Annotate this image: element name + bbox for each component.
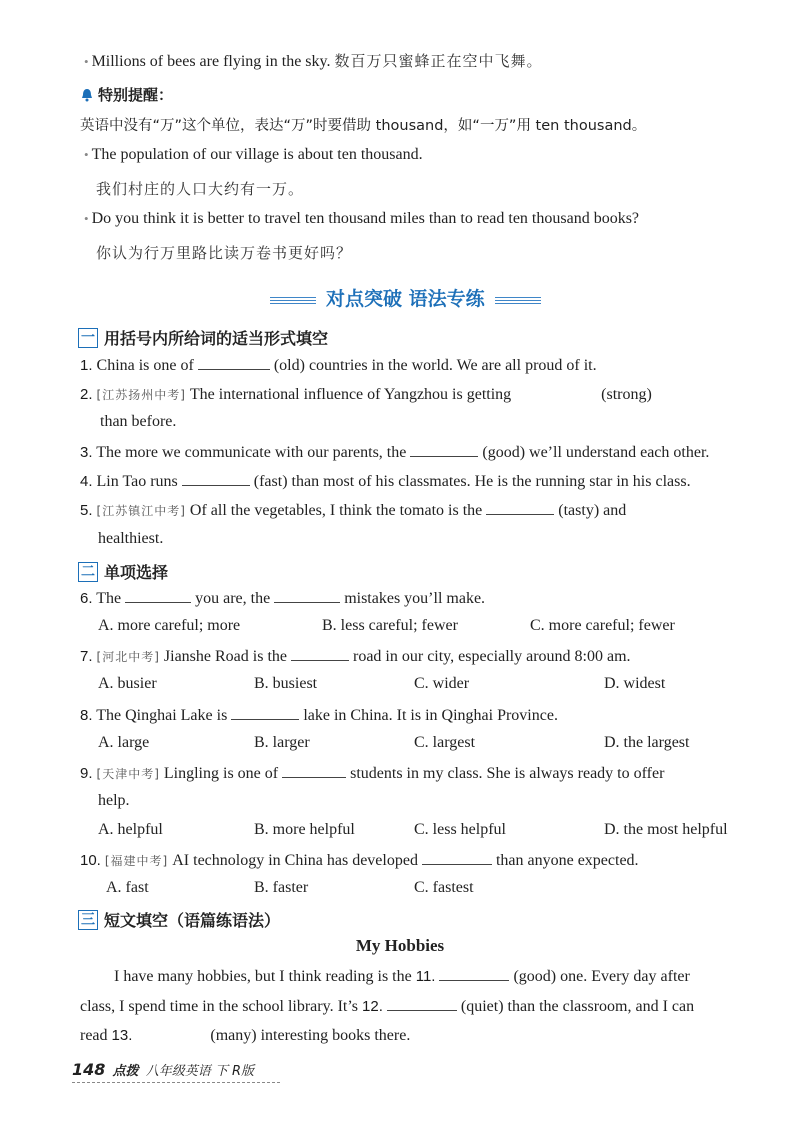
answer-blank[interactable] [387,996,457,1011]
answer-blank[interactable] [282,763,346,778]
example-cn: 数百万只蜜蜂正在空中飞舞。 [334,52,543,70]
source-tag: [天津中考] [96,767,160,781]
question-8: 8. The Qinghai Lake is lake in China. It is in Qinghai Province. [80,707,558,724]
option[interactable]: C. fastest [414,879,474,896]
answer-blank[interactable] [439,966,509,981]
option[interactable]: B. more helpful [254,821,355,838]
passage-title: My Hobbies [355,936,445,955]
source-tag: [江苏扬州中考] [96,388,186,402]
section-label: 用括号内所给词的适当形式填空 [104,329,329,348]
answer-blank[interactable] [231,705,299,720]
tip-example-en: The population of our village is about ten thousand. [91,146,423,163]
tip-example-cn: 我们村庄的人口大约有一万。 [96,180,305,198]
book-name: 八年级英语 下 R版 [145,1064,255,1079]
option[interactable]: B. faster [254,879,309,896]
option[interactable]: C. less helpful [414,821,506,838]
option[interactable]: D. the largest [604,734,690,751]
passage-line-1: I have many hobbies, but I think reading is the 11. (good) one. Every day after [114,968,690,985]
answer-blank[interactable] [182,471,250,486]
option[interactable]: C. wider [414,675,470,692]
answer-blank[interactable] [410,442,478,457]
question-3: 3. The more we communicate with our parents, the (good) we’ll understand each other. [80,444,710,461]
option[interactable]: D. widest [604,675,666,692]
question-6: 6. The you are, the mistakes you’ll make. [80,590,486,607]
banner-title: 对点突破 语法专练 [326,288,485,310]
tip-title: 特别提醒： [98,86,174,104]
option[interactable]: B. busiest [254,675,318,692]
answer-blank[interactable] [198,355,270,370]
option[interactable]: A. busier [98,675,157,692]
brand-name: 点拨 [112,1064,139,1079]
answer-blank[interactable] [422,850,492,865]
answer-blank[interactable] [136,1025,206,1040]
question-5: 5. [江苏镇江中考] Of all the vegetables, I think the tomato is the (tasty) and [80,502,627,519]
question-9: 9. [天津中考] Lingling is one of students in my class. She is always ready to offer [80,765,665,782]
question-10: 10. [福建中考] AI technology in China has developed than anyone expected. [80,852,639,869]
question-9-cont: help. [98,792,130,809]
source-tag: [江苏镇江中考] [96,504,186,518]
option[interactable]: B. less careful; fewer [322,617,458,634]
option[interactable]: A. fast [106,879,149,896]
section-2-header [78,560,168,583]
question-1: 1. China is one of (old) countries in the world. We are all proud of it. [80,357,597,374]
passage-line-2: class, I spend time in the school library. It’s 12. (quiet) than the classroom, and I can [80,998,695,1015]
passage-line-3: read 13. (many) interesting books there. [80,1027,411,1044]
section-number: 二 [78,562,98,582]
option[interactable]: B. larger [254,734,310,751]
answer-blank[interactable] [291,646,349,661]
answer-blank[interactable] [125,588,191,603]
bullet: • [84,54,89,69]
section-label: 单项选择 [104,563,169,582]
top-example [84,50,543,71]
option[interactable]: D. the most helpful [604,821,728,838]
question-4: 4. Lin Tao runs (fast) than most of his classmates. He is the running star in his class. [80,473,691,490]
source-tag: [河北中考] [96,650,160,664]
bell-icon [80,88,94,102]
option[interactable]: C. largest [414,734,476,751]
tip-text: 英语中没有“万”这个单位，表达“万”时要借助 thousand，如“一万”用 ten thousand。 [80,118,647,134]
answer-blank[interactable] [274,588,340,603]
section-label: 短文填空（语篇练语法） [104,911,281,930]
banner-deco-right [495,297,541,306]
section-1-header [78,326,328,349]
question-2: 2. [江苏扬州中考] The international influence of Yangzhou is getting (strong) [80,386,652,403]
tip-example-en: Do you think it is better to travel ten thousand miles than to read ten thousand books? [91,210,640,227]
section-number: 三 [78,910,98,930]
section-banner [270,284,541,311]
tip-example-1: • The population of our village is about ten thousand. [84,146,423,163]
option[interactable]: A. more careful; more [98,617,241,634]
option[interactable]: C. more careful; fewer [530,617,675,634]
page-number: 148 [72,1060,106,1079]
section-number: 一 [78,328,98,348]
tip-example-2: • Do you think it is better to travel ten thousand miles than to read ten thousand books? [84,210,640,227]
tip-example-cn: 你认为行万里路比读万卷书更好吗？ [96,244,353,262]
source-tag: [福建中考] [104,854,169,868]
footer-divider [72,1082,280,1083]
example-en: Millions of bees are flying in the sky. [91,53,331,70]
section-3-header [78,908,280,931]
question-5-cont: healthiest. [98,530,164,547]
question-2-cont: than before. [100,413,177,430]
page-footer [72,1060,254,1079]
question-7: 7. [河北中考] Jianshe Road is the road in our city, especially around 8:00 am. [80,648,631,665]
option[interactable]: A. large [98,734,150,751]
answer-blank[interactable] [515,384,587,399]
tip-header [80,84,173,105]
answer-blank[interactable] [486,500,554,515]
banner-deco-left [270,297,316,306]
option[interactable]: A. helpful [98,821,163,838]
